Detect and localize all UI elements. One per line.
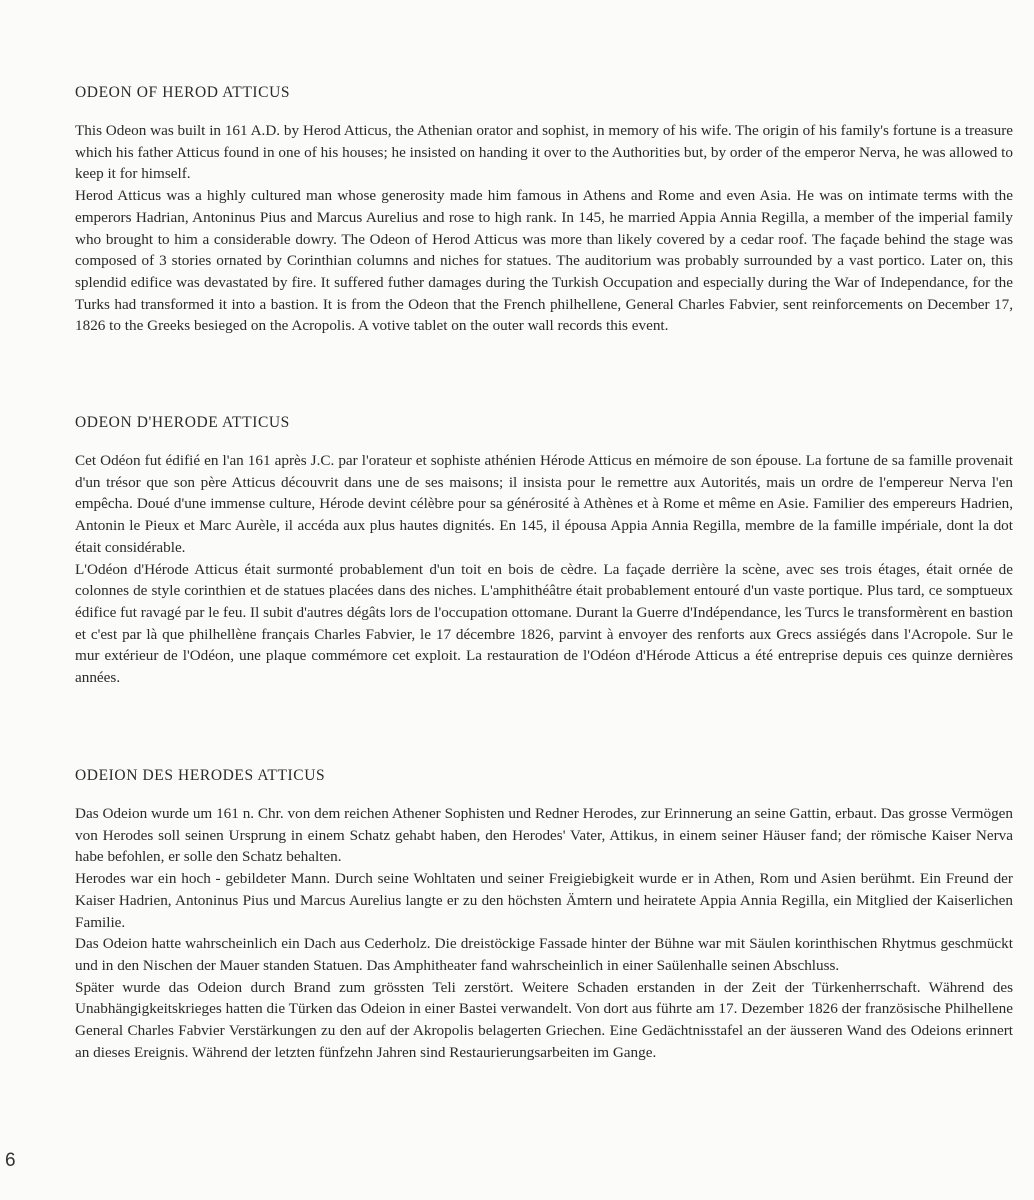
section-english xyxy=(75,82,1013,337)
paragraph: L'Odéon d'Hérode Atticus était surmonté probablement d'un toit en bois de cèdre. La façade derrière la scène, avec ses trois étages, était ornée de colonnes de style corinthien et de statues placées dans des niches. L'amphithéâtre était probablement entouré d'un vaste portique. Plus tard, ce somptueux édifice fut ravagé par le feu. Il subit d'autres dégâts lors de l'occupation ottomane. Durant la Guerre d'Indépendance, les Turcs le transformèrent en bastion et c'est par là que philhellène français Charles Fabvier, le 17 décembre 1826, parvint à envoyer des renforts aux Grecs assiégés dans l'Acropole. Sur le mur extérieur de l'Odéon, une plaque commémore cet exploit. La restauration de l'Odéon d'Hérode Atticus a été entreprise depuis ces quinze dernières années. xyxy=(75,560,1013,687)
paragraph: Cet Odéon fut édifié en l'an 161 après J.C. par l'orateur et sophiste athénien Hérode Atticus en mémoire de son épouse. La fortune de sa famille provenait d'un trésor que son père Atticus découvrit dans une de ses maisons; il insista pour le remettre aux Autorités, mais un ordre de l'empereur Nerva l'en empêcha. Doué d'une immense culture, Hérode devint célèbre pour sa générosité à Athènes et à Rome et même en Asie. Familier des empereurs Hadrien, Antonin le Pieux et Marc Aurèle, il accéda aux plus hautes dignités. En 145, il épousa Appia Annia Regilla, membre de la famille impériale, dont la dot était considérable. xyxy=(75,452,1013,556)
section-title-english: ODEON OF HEROD ATTICUS xyxy=(75,84,291,101)
section-french xyxy=(75,412,1013,689)
paragraph: Herod Atticus was a highly cultured man whose generosity made him famous in Athens and Rome and even Asia. He was on intimate terms with the emperors Hadrian, Antoninus Pius and Marcus Aurelius and rose to high rank. In 145, he married Appia Annia Regilla, a member of the imperial family who brought to him a considerable dowry. The Odeon of Herod Atticus was more than likely covered by a cedar roof. The façade behind the stage was composed of 3 stories ornated by Corinthian columns and niches for statues. The auditorium was probably surrounded by a vast portico. Later on, this splendid edifice was devastated by fire. It suffered futher damages during the Turkish Occupation and especially during the War of Independance, for the Turks had transformed it into a bastion. It is from the Odeon that the French philhellene, General Charles Fabvier, sent reinforcements on December 17, 1826 to the Greeks besieged on the Acropolis. A votive tablet on the outer wall records this event. xyxy=(75,187,1013,335)
section-german xyxy=(75,765,1013,1063)
section-title-german: ODEION DES HERODES ATTICUS xyxy=(75,767,326,784)
paragraph: Später wurde das Odeion durch Brand zum grössten Teli zerstört. Weitere Schaden erstanden in der Zeit der Türkenherrschaft. Während des Unabhängigkeitskrieges hatten die Türken das Odeion in einer Bastei verwandelt. Von dort aus führte am 17. Dezember 1826 der französische Philhellene General Charles Fabvier Verstärkungen zu den auf der Akropolis belagerten Griechen. Eine Gedächtnisstafel an der äusseren Wand des Odeions erinnert an dieses Ereignis. Während der letzten fünfzehn Jahren sind Restaurierungsarbeiten im Gange. xyxy=(75,978,1013,1061)
paragraph: Das Odeion hatte wahrscheinlich ein Dach aus Cederholz. Die dreistöckige Fassade hinter der Bühne war mit Säulen korinthischen Rhytmus geschmückt und in den Nischen der Mauer standen Statuen. Das Amphitheater fand wahrscheinlich in einer Saülenhalle seinen Abschluss. xyxy=(75,935,1013,974)
section-title-french: ODEON D'HERODE ATTICUS xyxy=(75,414,290,431)
paragraph: Herodes war ein hoch - gebildeter Mann. Durch seine Wohltaten und seiner Freigiebigkeit wurde er in Athen, Rom und Asien berühmt. Ein Freund der Kaiser Hadrien, Antoninus Pius und Marcus Aurelius langte er zu den höchsten Ämtern und heiratete Appia Annia Regilla, ein Mitglied der Kaiserlichen Familie. xyxy=(75,870,1013,931)
paragraph: Das Odeion wurde um 161 n. Chr. von dem reichen Athener Sophisten und Redner Herodes, zur Erinnerung an seine Gattin, erbaut. Das grosse Vermögen von Herodes soll seinen Ursprung in einem Schatz gehabt haben, den Herodes' Vater, Attikus, in einem seiner Häuser fand; der römische Kaiser Nerva habe befohlen, er solle den Schatz behalten. xyxy=(75,805,1013,866)
paragraph: This Odeon was built in 161 A.D. by Herod Atticus, the Athenian orator and sophist, in memory of his wife. The origin of his family's fortune is a treasure which his father Atticus found in one of his houses; he insisted on handing it over to the Authorities but, by order of the emperor Nerva, he was allowed to keep it for himself. xyxy=(75,122,1013,183)
page-number: 6 xyxy=(5,1150,16,1171)
